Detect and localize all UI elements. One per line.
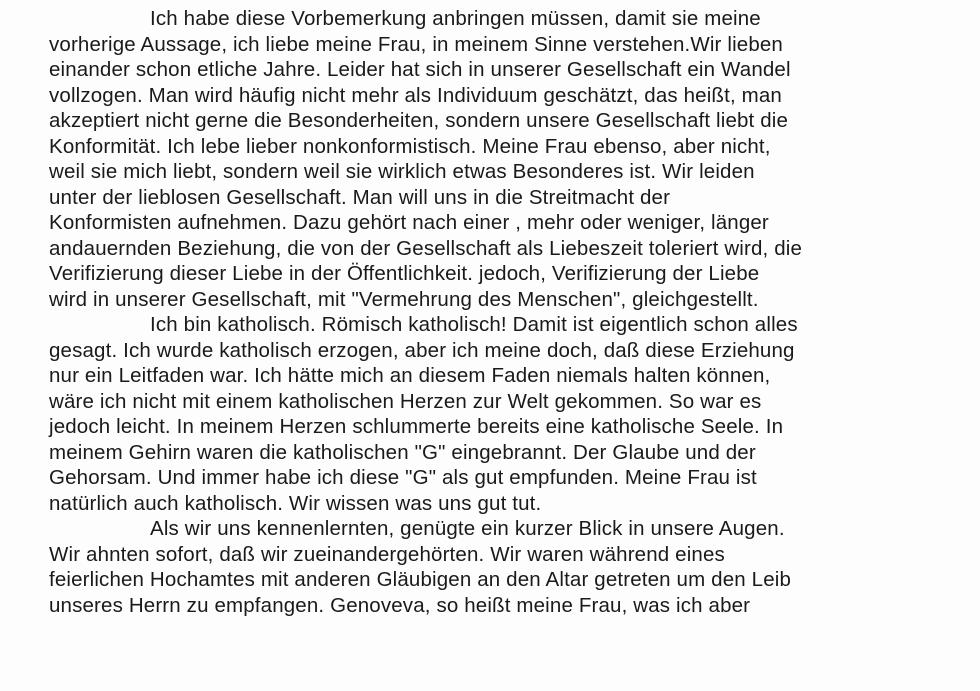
body-text [49,6,974,618]
text-line: Wir ahnten sofort, daß wir zueinandergehörten. Wir waren während eines [49,542,725,566]
paragraph-start-line: Als wir uns kennenlernten, genügte ein kurzer Blick in unsere Augen. [150,517,785,540]
paragraph-start-line: Ich bin katholisch. Römisch katholisch! Damit ist eigentlich schon alles [150,313,798,336]
text-line: weil sie mich liebt, sondern weil sie wirklich etwas Besonderes ist. Wir leiden [49,160,755,183]
text-line: andauernden Beziehung, die von der Gesellschaft als Liebeszeit toleriert wird, die [49,236,803,260]
text-line: vorherige Aussage, ich liebe meine Frau, in meinem Sinne verstehen.Wir lieben [49,32,783,56]
text-line: wird in unserer Gesellschaft, mit "Vermehrung des Menschen", gleichgestellt. [49,287,759,311]
text-line: feierlichen Hochamtes mit anderen Gläubigen an den Altar getreten um den Leib [49,568,792,591]
text-line: unseres Herrn zu empfangen. Genoveva, so heißt meine Frau, was ich aber [49,593,751,617]
text-line: Konformisten aufnehmen. Dazu gehört nach einer , mehr oder weniger, länger [49,211,769,234]
text-line: unter der lieblosen Gesellschaft. Man will uns in die Streitmacht der [49,185,671,209]
text-line: vollzogen. Man wird häufig nicht mehr als Individuum geschätzt, das heißt, man [49,83,782,107]
text-line: Konformität. Ich lebe lieber nonkonformistisch. Meine Frau ebenso, aber nicht, [49,134,771,158]
text-line: nur ein Leitfaden war. Ich hätte mich an diesem Faden niemals halten können, [49,364,771,387]
text-line: Gehorsam. Und immer habe ich diese "G" als gut empfunden. Meine Frau ist [49,466,757,489]
text-line: Verifizierung dieser Liebe in der Öffentlichkeit. jedoch, Verifizierung der Liebe [49,262,760,285]
text-line: jedoch leicht. In meinem Herzen schlummerte bereits eine katholische Seele. In [49,415,784,438]
text-line: gesagt. Ich wurde katholisch erzogen, aber ich meine doch, daß diese Erziehung [49,338,795,362]
text-line: natürlich auch katholisch. Wir wissen was uns gut tut. [49,491,542,515]
paragraph-start-line: Ich habe diese Vorbemerkung anbringen müssen, damit sie meine [150,7,761,30]
text-line: einander schon etliche Jahre. Leider hat sich in unserer Gesellschaft ein Wandel [49,58,791,81]
text-line: wäre ich nicht mit einem katholischen Herzen zur Welt gekommen. So war es [49,389,762,413]
text-line: meinem Gehirn waren die katholischen "G" eingebrannt. Der Glaube und der [49,440,756,464]
text-line: akzeptiert nicht gerne die Besonderheiten, sondern unsere Gesellschaft liebt die [49,109,789,132]
